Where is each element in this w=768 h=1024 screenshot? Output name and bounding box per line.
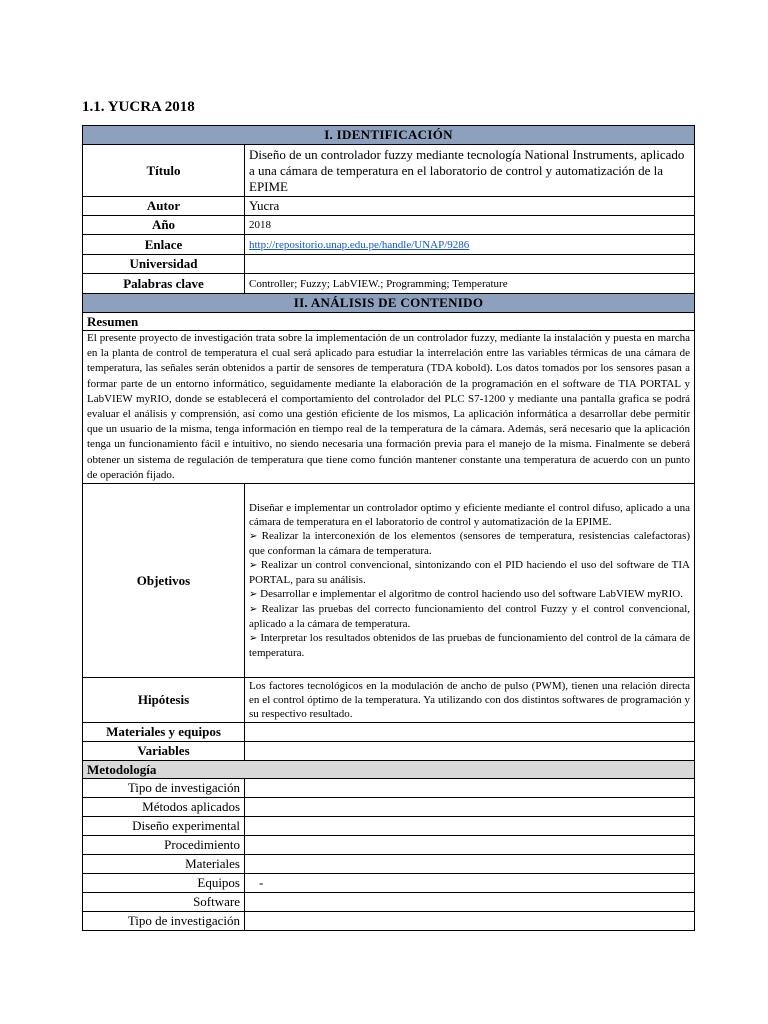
materiales-equipos-value	[245, 723, 695, 742]
keywords-value: Controller; Fuzzy; LabVIEW.; Programming; Temperature	[245, 274, 695, 294]
resumen-label-row	[83, 313, 695, 331]
metodologia-row-label: Procedimiento	[83, 836, 245, 855]
metodologia-row-value	[245, 817, 695, 836]
link-label: Enlace	[83, 235, 245, 255]
title-label: Título	[83, 145, 245, 197]
variables-value	[245, 742, 695, 761]
link-row	[83, 235, 695, 255]
resumen-text: El presente proyecto de investigación trata sobre la implementación de un controlador fuzzy, mediante la instalación y puesta en marcha en la planta de control de temperatura el cual será aplicado para estudiar la interrelación entre las variables térmicas de una cámara de temperatura, las señales serán obtenidos a partir de sensores de temperatura (TDA kobold). Los datos tomados por los sensores pasan a formar parte de un entorno informático, seguidamente mediante la elaboración de la programación en el software de TIA PORTAL y LabVIEW myRIO, donde se establecerá el comportamiento del controlador del PLC S7-1200 y mediante una pantalla grafica se podrá evaluar el análisis y comprensión, así como una gestión eficiente de los mismos, La aplicación informática a desarrollar debe permitir que un usuario de la misma, tenga información en tiempo real de la temperatura de la cámara. Además, será necesario que la aplicación tenga un funcionamiento fácil e intuitivo, no siendo necesaria una formación previa para el manejo de la misma. Finalmente se deberá obtener un sistema de regulación de temperatura que tiene como función mantener constante una temperatura de acuerdo con un punto de operación fijado.	[83, 331, 695, 484]
metodologia-row-value	[245, 836, 695, 855]
title-row	[83, 145, 695, 197]
metodologia-row-value: -	[245, 874, 695, 893]
metodologia-row-label: Tipo de investigación	[83, 912, 245, 931]
materiales-equipos-row	[83, 723, 695, 742]
metodologia-row-value	[245, 893, 695, 912]
materiales-equipos-label: Materiales y equipos	[83, 723, 245, 742]
analysis-header-row	[83, 294, 695, 313]
hipotesis-label: Hipótesis	[83, 678, 245, 723]
objetivo-especifico-4: ➢ Realizar las pruebas del correcto funcionamiento del control Fuzzy y el control convencional, aplicado a la cámara de temperatura.	[249, 603, 690, 631]
metodologia-row-label: Materiales	[83, 855, 245, 874]
objetivo-general: Diseñar e implementar un controlador optimo y eficiente mediante el control difuso, aplicado a una cámara de temperatura en el laboratorio de control y automatización de la EPIME.	[249, 502, 690, 529]
identification-header: I. IDENTIFICACIÓN	[83, 126, 695, 145]
hipotesis-row	[83, 678, 695, 723]
metodologia-row	[83, 855, 695, 874]
title-value: Diseño de un controlador fuzzy mediante tecnología National Instruments, aplicado a una cámara de temperatura en el laboratorio de control y automatización de la EPIME	[245, 145, 695, 197]
metodologia-row	[83, 817, 695, 836]
objetivos-row	[83, 484, 695, 678]
metodologia-row	[83, 912, 695, 931]
bullet-arrow-icon: ➢	[249, 633, 258, 645]
repository-link[interactable]: http://repositorio.unap.edu.pe/handle/UNAP/9286	[249, 239, 470, 251]
keywords-label: Palabras clave	[83, 274, 245, 294]
bullet-arrow-icon: ➢	[249, 604, 258, 616]
year-value: 2018	[245, 216, 695, 235]
objetivo-especifico-3: ➢ Desarrollar e implementar el algoritmo de control haciendo uso del software LabVIEW myRIO.	[249, 588, 683, 601]
university-label: Universidad	[83, 255, 245, 274]
metodologia-row-label: Software	[83, 893, 245, 912]
author-row	[83, 197, 695, 216]
metodologia-row-label: Tipo de investigación	[83, 779, 245, 798]
analysis-header: II. ANÁLISIS DE CONTENIDO	[83, 294, 695, 313]
metodologia-row-value	[245, 855, 695, 874]
author-value: Yucra	[245, 197, 695, 216]
metodologia-row	[83, 779, 695, 798]
objetivos-content	[245, 484, 695, 678]
keywords-row	[83, 274, 695, 294]
metodologia-row-value	[245, 912, 695, 931]
metodologia-row-value	[245, 779, 695, 798]
university-row	[83, 255, 695, 274]
resumen-label: Resumen	[83, 313, 695, 331]
objetivo-especifico-1: ➢ Realizar la interconexión de los elementos (sensores de temperatura, resistencias calefactoras) que conforman la cámara de temperatura.	[249, 530, 691, 558]
identification-header-row	[83, 126, 695, 145]
objetivo-especifico-5: ➢ Interpretar los resultados obtenidos de las pruebas de funcionamiento del control de la cámara de temperatura.	[249, 632, 690, 660]
resumen-text-row	[83, 331, 695, 484]
bullet-arrow-icon: ➢	[249, 589, 258, 601]
metodologia-label: Metodología	[83, 761, 695, 779]
metodologia-label-row	[83, 761, 695, 779]
metodologia-row	[83, 798, 695, 817]
author-label: Autor	[83, 197, 245, 216]
section-heading: 1.1. YUCRA 2018	[82, 99, 195, 115]
research-summary-table	[82, 125, 695, 931]
hipotesis-text: Los factores tecnológicos en la modulación de ancho de pulso (PWM), tienen una relación directa en el control óptimo de la temperatura. Ya utilizando con dos distintos softwares de programación y su respectivo resultado.	[245, 678, 695, 723]
metodologia-row-label: Equipos	[83, 874, 245, 893]
metodologia-row	[83, 874, 695, 893]
metodologia-row-label: Diseño experimental	[83, 817, 245, 836]
bullet-arrow-icon: ➢	[249, 531, 258, 543]
university-value	[245, 255, 695, 274]
metodologia-row-label: Métodos aplicados	[83, 798, 245, 817]
bullet-arrow-icon: ➢	[249, 560, 258, 572]
year-label: Año	[83, 216, 245, 235]
objetivo-especifico-2: ➢ Realizar un control convencional, sintonizando con el PID haciendo el uso del software de TIA PORTAL, para su análisis.	[249, 559, 690, 587]
metodologia-row	[83, 893, 695, 912]
metodologia-row	[83, 836, 695, 855]
variables-label: Variables	[83, 742, 245, 761]
metodologia-row-value	[245, 798, 695, 817]
year-row	[83, 216, 695, 235]
variables-row	[83, 742, 695, 761]
objetivos-label: Objetivos	[83, 484, 245, 678]
